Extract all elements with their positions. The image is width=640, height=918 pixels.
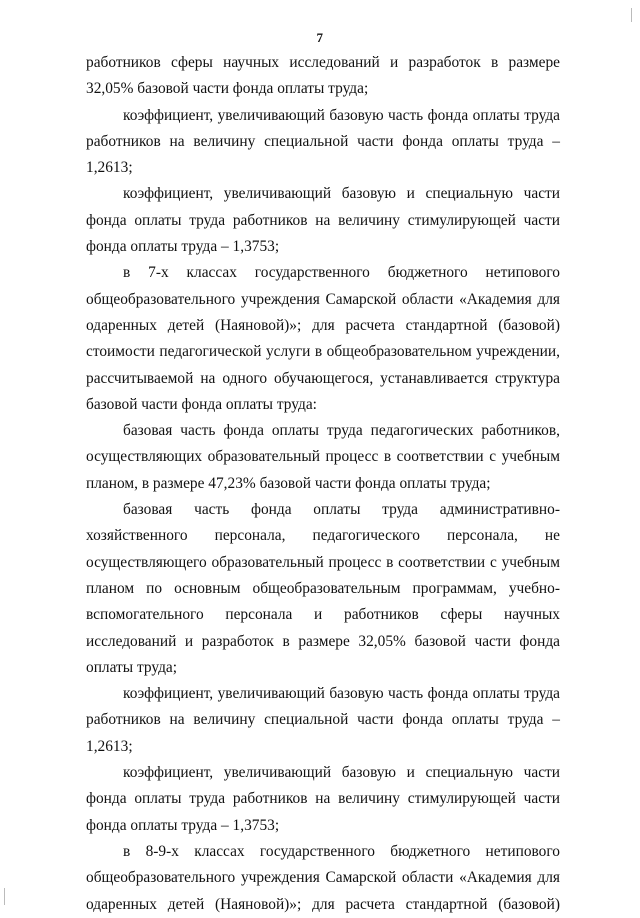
paragraph: коэффициент, увеличивающий базовую часть фонда оплаты труда работников на величину специальной части фонда оплаты труда – 1,2613; bbox=[86, 685, 560, 755]
scan-edge-mark bbox=[627, 8, 632, 22]
paragraph: в 8-9-х классах государственного бюджетного нетипового общеобразовательного учреждения Самарской области «Академия для одаренных детей (Наяновой)»; для расчета стандартной (базовой) bbox=[86, 842, 560, 913]
paragraph: базовая часть фонда оплаты труда педагогических работников, осуществляющих образовательный процесс в соответствии с учебным планом, в размере 47,23% базовой части фонда оплаты труда; bbox=[86, 422, 560, 492]
paragraph: коэффициент, увеличивающий базовую и специальную части фонда оплаты труда работников на величину стимулирующей части фонда оплаты труда – 1,3753; bbox=[86, 764, 560, 834]
paragraph: в 7-х классах государственного бюджетного нетипового общеобразовательного учреждения Самарской области «Академия для одаренных детей (Наяновой)»; для расчета стандартной (базовой) стоимости педагогической услуги в общеобразовательном учреждении, рассчитываемой на одного обучающегося, устанавливается структура базовой части фонда оплаты труда: bbox=[86, 264, 560, 413]
paragraph: коэффициент, увеличивающий базовую и специальную части фонда оплаты труда работников на величину стимулирующей части фонда оплаты труда – 1,3753; bbox=[86, 185, 560, 256]
paragraph: коэффициент, увеличивающий базовую часть фонда оплаты труда работников на величину специальной части фонда оплаты труда – 1,2613; bbox=[86, 106, 560, 177]
document-body bbox=[86, 50, 560, 918]
paragraph: работников сферы научных исследований и разработок в размере 32,05% базовой части фонда оплаты труда; bbox=[86, 54, 560, 98]
paragraph: базовая часть фонда оплаты труда административно-хозяйственного персонала, педагогического персонала, не осуществляющего образовательный процесс в соответствии с учебным планом по основным общеобразовательным программам, учебно-вспомогательного персонала и работников сферы научных исследований и разработок в размере 32,05% базовой части фонда оплаты труда; bbox=[86, 501, 560, 676]
page-number: 7 bbox=[316, 30, 324, 45]
scan-edge-mark bbox=[0, 888, 5, 905]
